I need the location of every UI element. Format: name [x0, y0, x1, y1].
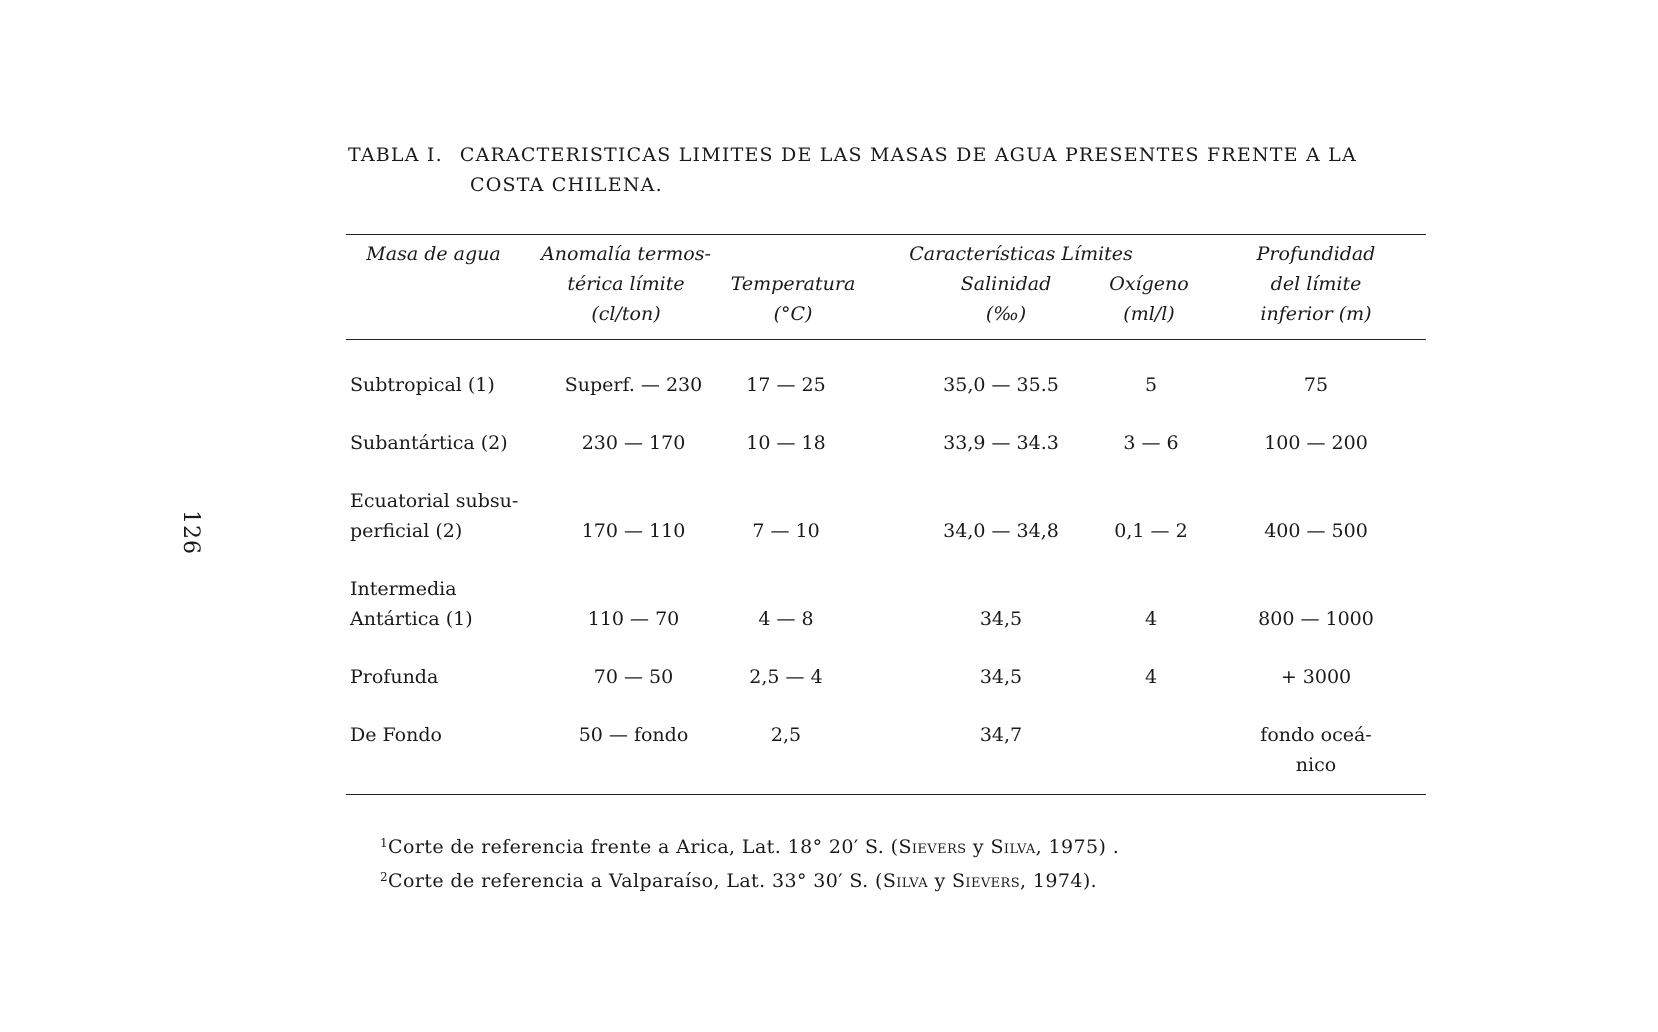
cell-oxygen: 0,1 — 2 — [1114, 520, 1188, 542]
cell-salinity: 34,7 — [979, 724, 1023, 746]
bottom-rule — [346, 794, 1426, 795]
cell-salinity: 34,0 — 34,8 — [943, 520, 1059, 542]
cell-anomaly: 110 — 70 — [587, 608, 680, 630]
table-caption — [348, 140, 1428, 200]
footnote-1: $^1$Corte de referencia frente a Arica, Lat. 18° 20′ S. (Sievers y Silva, 1975) . — [380, 836, 1120, 858]
cell-mass: Subtropical (1) — [350, 374, 495, 396]
cell-temperature: 10 — 18 — [746, 432, 826, 454]
cell-anomaly: 170 — 110 — [581, 520, 686, 542]
table-header — [346, 235, 1426, 339]
cell-depth: 400 — 500 — [1264, 520, 1368, 542]
cell-mass: Ecuatorial subsu- perficial (2) — [350, 490, 519, 542]
cell-temperature: 2,5 — 4 — [749, 666, 823, 688]
header-depth: Profundidad del límite inferior (m) — [1256, 243, 1376, 325]
cell-anomaly: 50 — fondo — [578, 724, 689, 746]
cell-depth: fondo oceá- nico — [1260, 724, 1372, 776]
cell-anomaly: Superf. — 230 — [564, 374, 703, 396]
header-mass: Masa de agua — [366, 243, 501, 265]
cell-salinity: 33,9 — 34.3 — [943, 432, 1059, 454]
cell-mass: Intermedia Antártica (1) — [350, 578, 473, 630]
cell-salinity: 34,5 — [979, 666, 1023, 688]
caption-line-2: COSTA CHILENA. — [470, 174, 663, 196]
header-salinity: Salinidad (‰) — [960, 273, 1052, 325]
cell-temperature: 17 — 25 — [746, 374, 826, 396]
cell-anomaly: 230 — 170 — [581, 432, 686, 454]
table-body — [346, 340, 1426, 794]
cell-oxygen: 3 — 6 — [1123, 432, 1179, 454]
cell-mass: Subantártica (2) — [350, 432, 508, 454]
footnote-2: $^2$Corte de referencia a Valparaíso, Lat. 33° 30′ S. (Silva y Sievers, 1974). — [380, 870, 1098, 892]
caption-line-1: CARACTERISTICAS LIMITES DE LAS MASAS DE AGUA PRESENTES FRENTE A LA — [459, 144, 1357, 166]
cell-depth: 800 — 1000 — [1258, 608, 1374, 630]
header-temperature: Temperatura (°C) — [730, 273, 856, 325]
cell-temperature: 2,5 — [770, 724, 802, 746]
cell-oxygen: 4 — [1144, 608, 1158, 630]
cell-temperature: 7 — 10 — [752, 520, 820, 542]
header-anomaly: Anomalía termos- térica límite (cl/ton) — [541, 243, 711, 325]
cell-depth: 75 — [1303, 374, 1329, 396]
cell-oxygen: 4 — [1144, 666, 1158, 688]
cell-anomaly: 70 — 50 — [593, 666, 674, 688]
cell-mass: De Fondo — [350, 724, 442, 746]
page-number: 126 — [178, 510, 203, 555]
cell-salinity: 35,0 — 35.5 — [943, 374, 1059, 396]
cell-depth: + 3000 — [1280, 666, 1352, 688]
water-masses-table — [346, 234, 1426, 795]
cell-salinity: 34,5 — [979, 608, 1023, 630]
caption-label: TABLA I. — [348, 144, 443, 166]
cell-oxygen: 5 — [1144, 374, 1158, 396]
header-group: Características Límites — [909, 243, 1133, 265]
cell-temperature: 4 — 8 — [758, 608, 814, 630]
footnotes — [380, 828, 1119, 896]
cell-mass: Profunda — [350, 666, 439, 688]
cell-depth: 100 — 200 — [1264, 432, 1368, 454]
header-oxygen: Oxígeno (ml/l) — [1109, 273, 1189, 325]
